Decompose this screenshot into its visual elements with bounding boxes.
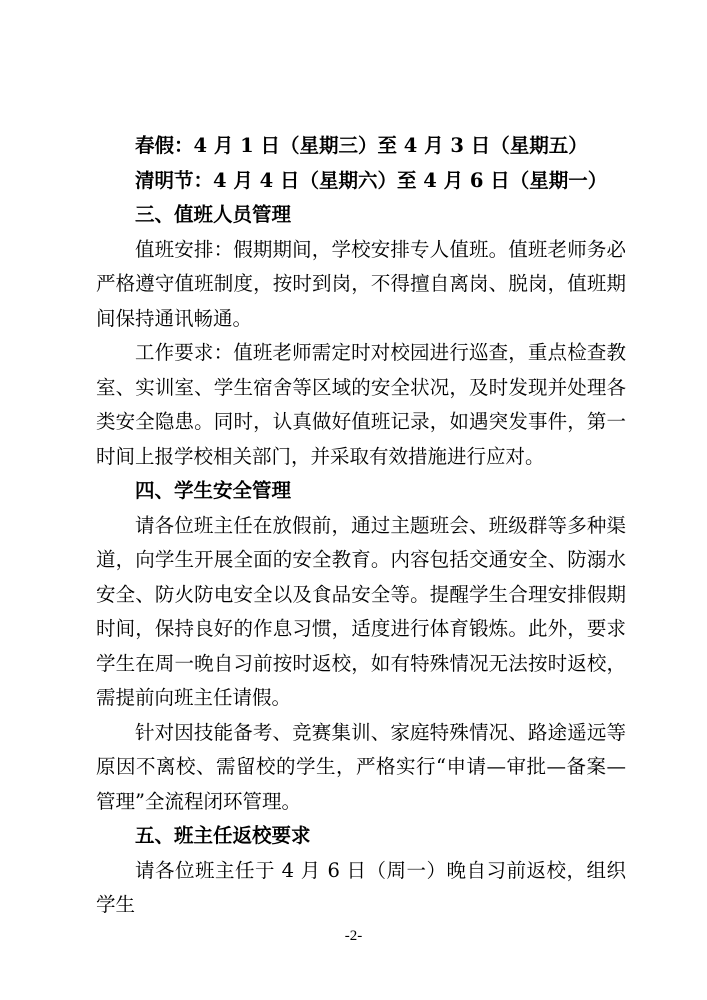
section-heading-duty: 三、值班人员管理 (135, 203, 292, 226)
paragraph-teacher-return: 请各位班主任于 4 月 6 日（周一）晚自习前返校，组织学生 (96, 858, 626, 916)
paragraph-stay-on-campus: 针对因技能备考、竞赛集训、家庭特殊情况、路途遥远等原因不离校、需留校的学生，严格实行“申请—审批—备案—管理”全流程闭环管理。 (96, 720, 626, 813)
document-body (96, 129, 626, 923)
paragraph-safety-education: 请各位班主任在放假前，通过主题班会、班级群等多种渠道，向学生开展全面的安全教育。内容包括交通安全、防溺水安全、防火防电安全以及食品安全等。提醒学生合理安排假期时间，保持良好的作息习惯，适度进行体育锻炼。此外，要求学生在周一晚自习前按时返校，如有特殊情况无法按时返校，需提前向班主任请假。 (96, 513, 626, 709)
qingming-line: 清明节：4 月 4 日（星期六）至 4 月 6 日（星期一） (135, 168, 608, 192)
section-heading-teacher-return: 五、班主任返校要求 (135, 824, 311, 847)
page-number: -2- (344, 928, 363, 944)
section-heading-student-safety: 四、学生安全管理 (135, 479, 292, 502)
paragraph-duty-arrangement: 值班安排：假期期间，学校安排专人值班。值班老师务必严格遵守值班制度，按时到岗，不得擅自离岗、脱岗，值班期间保持通讯畅通。 (96, 237, 626, 330)
spring-break-line: 春假：4 月 1 日（星期三）至 4 月 3 日（星期五） (135, 134, 588, 157)
paragraph-duty-requirements: 工作要求：值班老师需定时对校园进行巡查，重点检查教室、实训室、学生宿舍等区域的安全状况，及时发现并处理各类安全隐患。同时，认真做好值班记录，如遇突发事件，第一时间上报学校相关部门，并采取有效措施进行应对。 (96, 341, 626, 468)
